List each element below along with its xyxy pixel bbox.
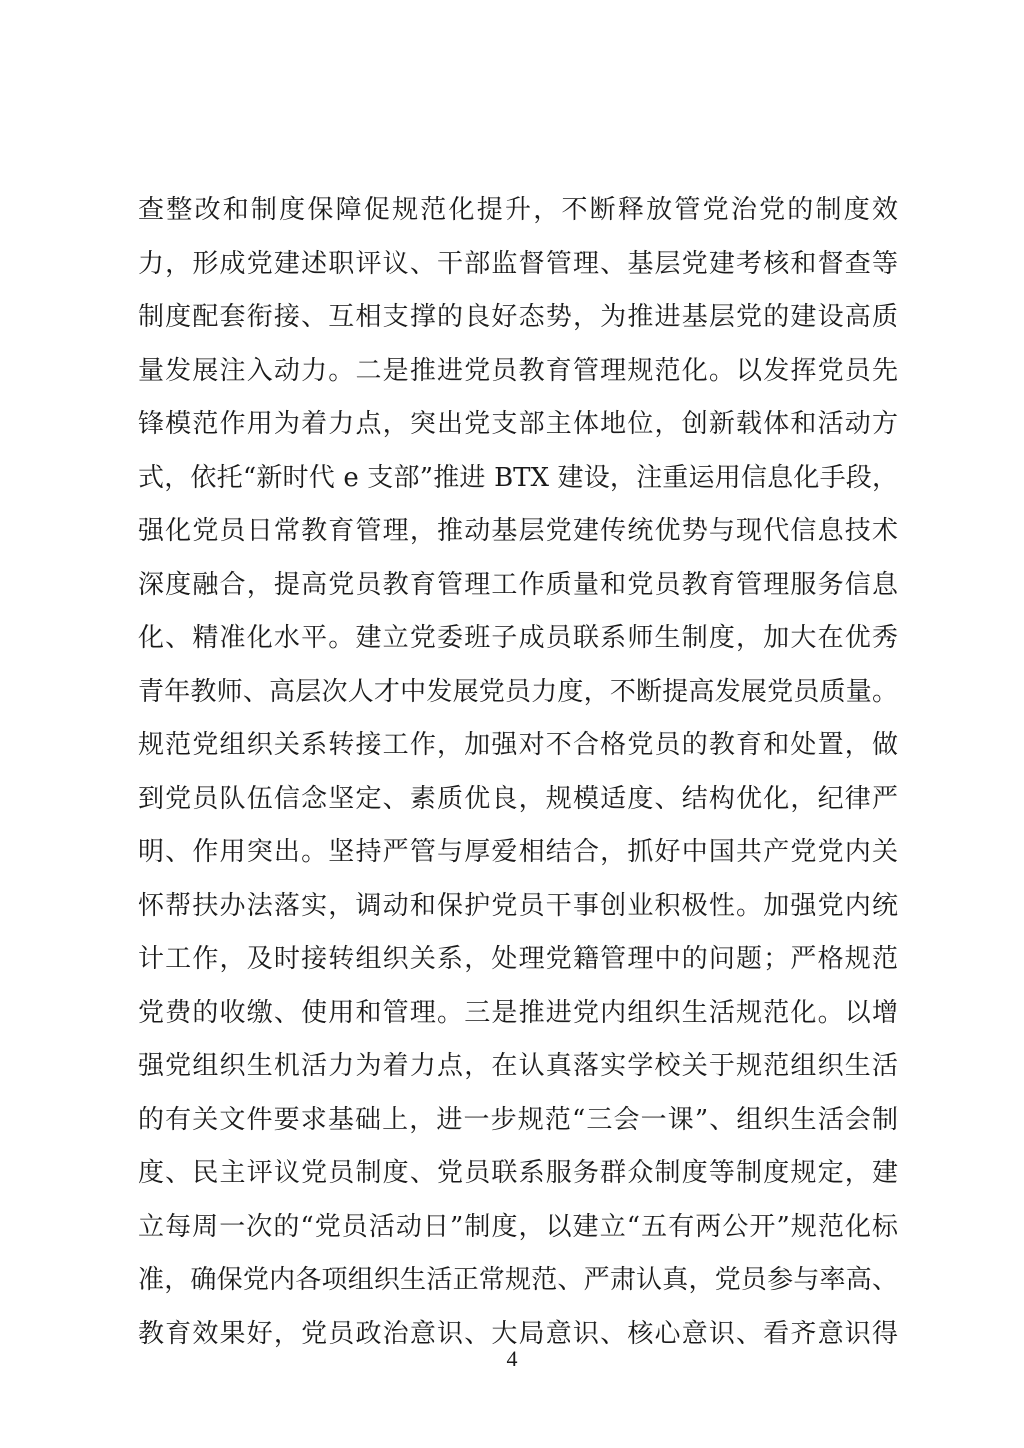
text-line: 强化党员日常教育管理，推动基层党建传统优势与现代信息技术 bbox=[138, 516, 898, 546]
text-line: 制度配套衔接、互相支撑的良好态势，为推进基层党的建设高质 bbox=[138, 302, 898, 332]
text-line: 度、民主评议党员制度、党员联系服务群众制度等制度规定，建 bbox=[138, 1158, 898, 1188]
text-line: 规范党组织关系转接工作，加强对不合格党员的教育和处置，做 bbox=[138, 730, 898, 760]
text-line: 计工作，及时接转组织关系，处理党籍管理中的问题；严格规范 bbox=[138, 944, 898, 974]
text-line: 锋模范作用为着力点，突出党支部主体地位，创新载体和活动方 bbox=[138, 409, 898, 439]
text-line: 准，确保党内各项组织生活正常规范、严肃认真，党员参与率高、 bbox=[138, 1265, 898, 1295]
text-line: 到党员队伍信念坚定、素质优良，规模适度、结构优化，纪律严 bbox=[138, 783, 898, 814]
page-number: 4 bbox=[506, 1346, 518, 1371]
text-line: 的有关文件要求基础上，进一步规范“三会一课”、组织生活会制 bbox=[138, 1104, 898, 1135]
text-line: 青年教师、高层次人才中发展党员力度，不断提高发展党员质量。 bbox=[138, 676, 898, 707]
text-line: 教育效果好，党员政治意识、大局意识、核心意识、看齐意识得 bbox=[138, 1318, 898, 1349]
text-line: 立每周一次的“党员活动日”制度，以建立“五有两公开”规范化标 bbox=[138, 1211, 898, 1242]
body-paragraph bbox=[138, 184, 898, 1361]
text-line: 查整改和制度保障促规范化提升，不断释放管党治党的制度效 bbox=[138, 195, 898, 225]
text-line: 式，依托“新时代 e 支部”推进 BTX 建设，注重运用信息化手段， bbox=[138, 462, 898, 493]
text-line: 强党组织生机活力为着力点，在认真落实学校关于规范组织生活 bbox=[138, 1051, 898, 1081]
text-line: 怀帮扶办法落实，调动和保护党员干事创业积极性。加强党内统 bbox=[138, 890, 898, 921]
text-line: 党费的收缴、使用和管理。三是推进党内组织生活规范化。以增 bbox=[138, 997, 898, 1028]
text-line: 量发展注入动力。二是推进党员教育管理规范化。以发挥党员先 bbox=[138, 355, 898, 386]
text-line: 化、精准化水平。建立党委班子成员联系师生制度，加大在优秀 bbox=[138, 623, 898, 653]
text-line: 深度融合，提高党员教育管理工作质量和党员教育管理服务信息 bbox=[138, 569, 898, 600]
text-line: 力，形成党建述职评议、干部监督管理、基层党建考核和督查等 bbox=[138, 248, 898, 279]
text-line: 明、作用突出。坚持严管与厚爱相结合，抓好中国共产党党内关 bbox=[138, 837, 898, 867]
